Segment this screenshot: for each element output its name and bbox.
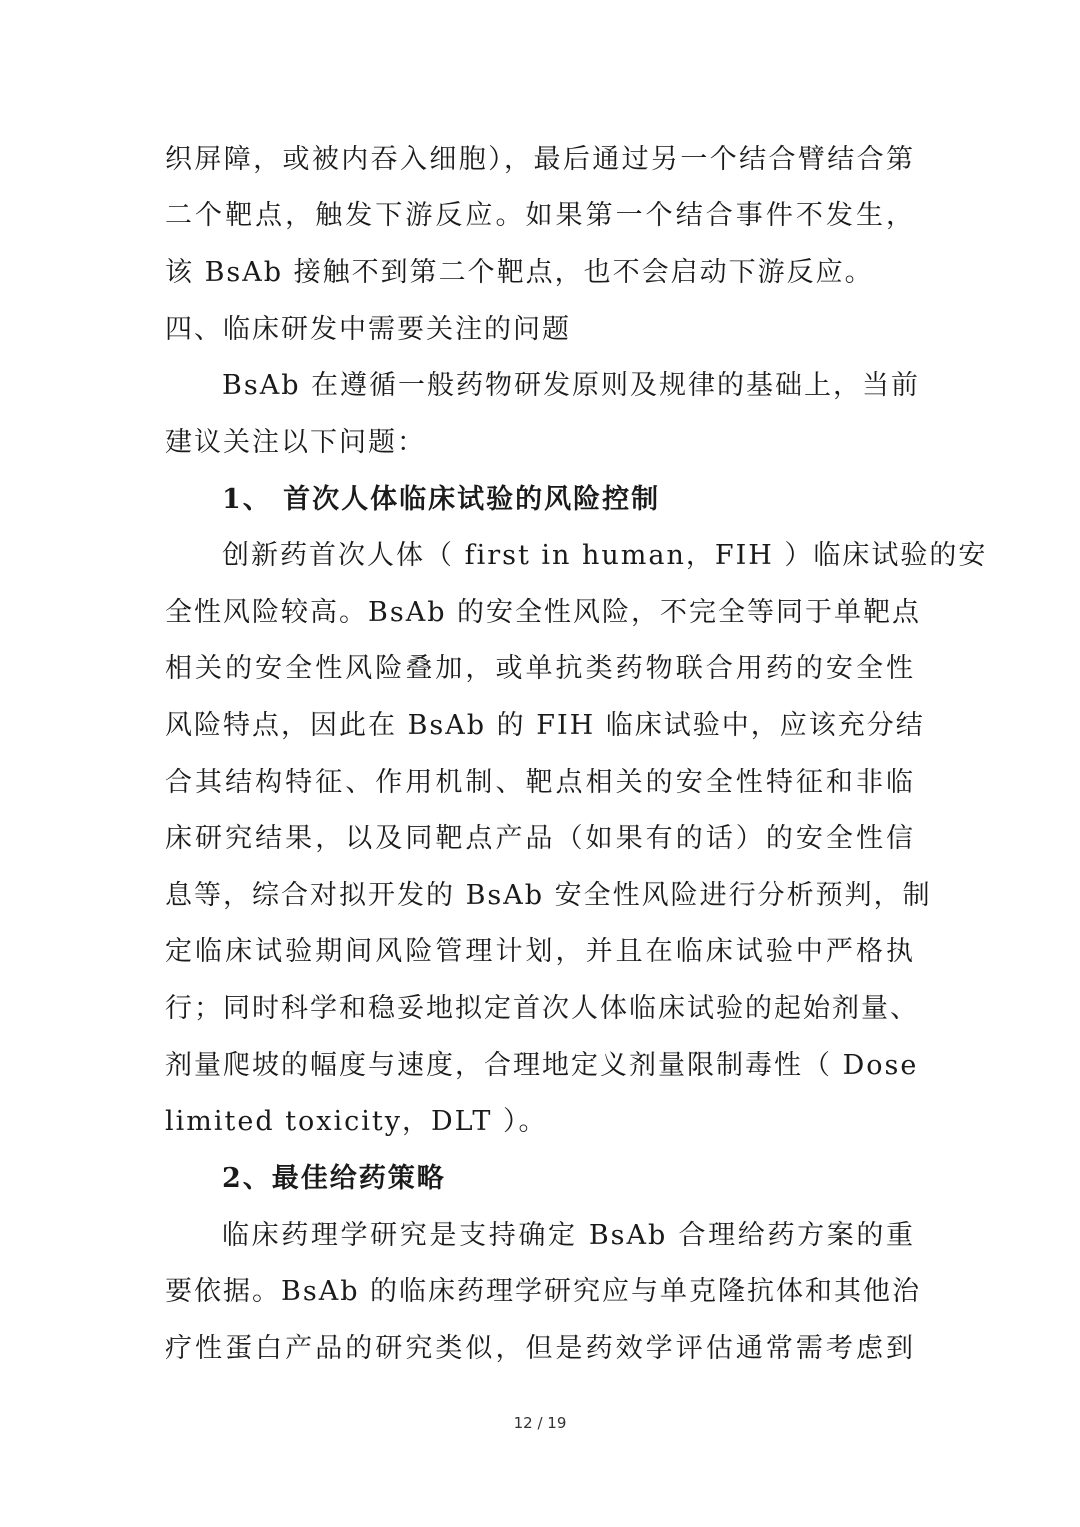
body-text-line: 二个靶点，触发下游反应。如果第一个结合事件不发生， <box>165 200 915 231</box>
body-text-line: 建议关注以下问题： <box>165 427 426 458</box>
body-text-line: 全性风险较高。BsAb 的安全性风险，不完全等同于单靶点 <box>165 597 922 628</box>
body-text-line: 相关的安全性风险叠加，或单抗类药物联合用药的安全性 <box>165 653 915 684</box>
body-text-line: 合其结构特征、作用机制、靶点相关的安全性特征和非临 <box>165 767 915 798</box>
subsection-heading: 1、 首次人体临床试验的风险控制 <box>222 484 661 515</box>
body-text-line: 定临床试验期间风险管理计划，并且在临床试验中严格执 <box>165 936 915 967</box>
body-text-line: BsAb 在遵循一般药物研发原则及规律的基础上，当前 <box>222 370 921 401</box>
body-text-line: 织屏障，或被内吞入细胞），最后通过另一个结合臂结合第 <box>165 144 915 175</box>
body-text-line: limited toxicity，DLT ）。 <box>165 1106 548 1137</box>
body-text-line: 该 BsAb 接触不到第二个靶点，也不会启动下游反应。 <box>165 257 874 288</box>
body-text-line: 风险特点，因此在 BsAb 的 FIH 临床试验中，应该充分结 <box>165 710 925 741</box>
body-text-line: 剂量爬坡的幅度与速度，合理地定义剂量限制毒性（ Dose <box>165 1050 919 1081</box>
body-text-line: 创新药首次人体（ first in human，FIH ）临床试验的安 <box>222 540 988 571</box>
body-text-line: 疗性蛋白产品的研究类似，但是药效学评估通常需考虑到 <box>165 1333 915 1364</box>
body-text-line: 息等，综合对拟开发的 BsAb 安全性风险进行分析预判，制 <box>165 880 932 911</box>
page-number: 12 / 19 <box>513 1414 567 1432</box>
subsection-heading: 2、最佳给药策略 <box>222 1163 446 1194</box>
body-text-line: 临床药理学研究是支持确定 BsAb 合理给药方案的重 <box>222 1220 915 1251</box>
body-text-line: 床研究结果，以及同靶点产品（如果有的话）的安全性信 <box>165 823 915 854</box>
body-text-line: 要依据。BsAb 的临床药理学研究应与单克隆抗体和其他治 <box>165 1276 922 1307</box>
section-heading: 四、临床研发中需要关注的问题 <box>165 314 571 345</box>
body-text-line: 行；同时科学和稳妥地拟定首次人体临床试验的起始剂量、 <box>165 993 919 1024</box>
